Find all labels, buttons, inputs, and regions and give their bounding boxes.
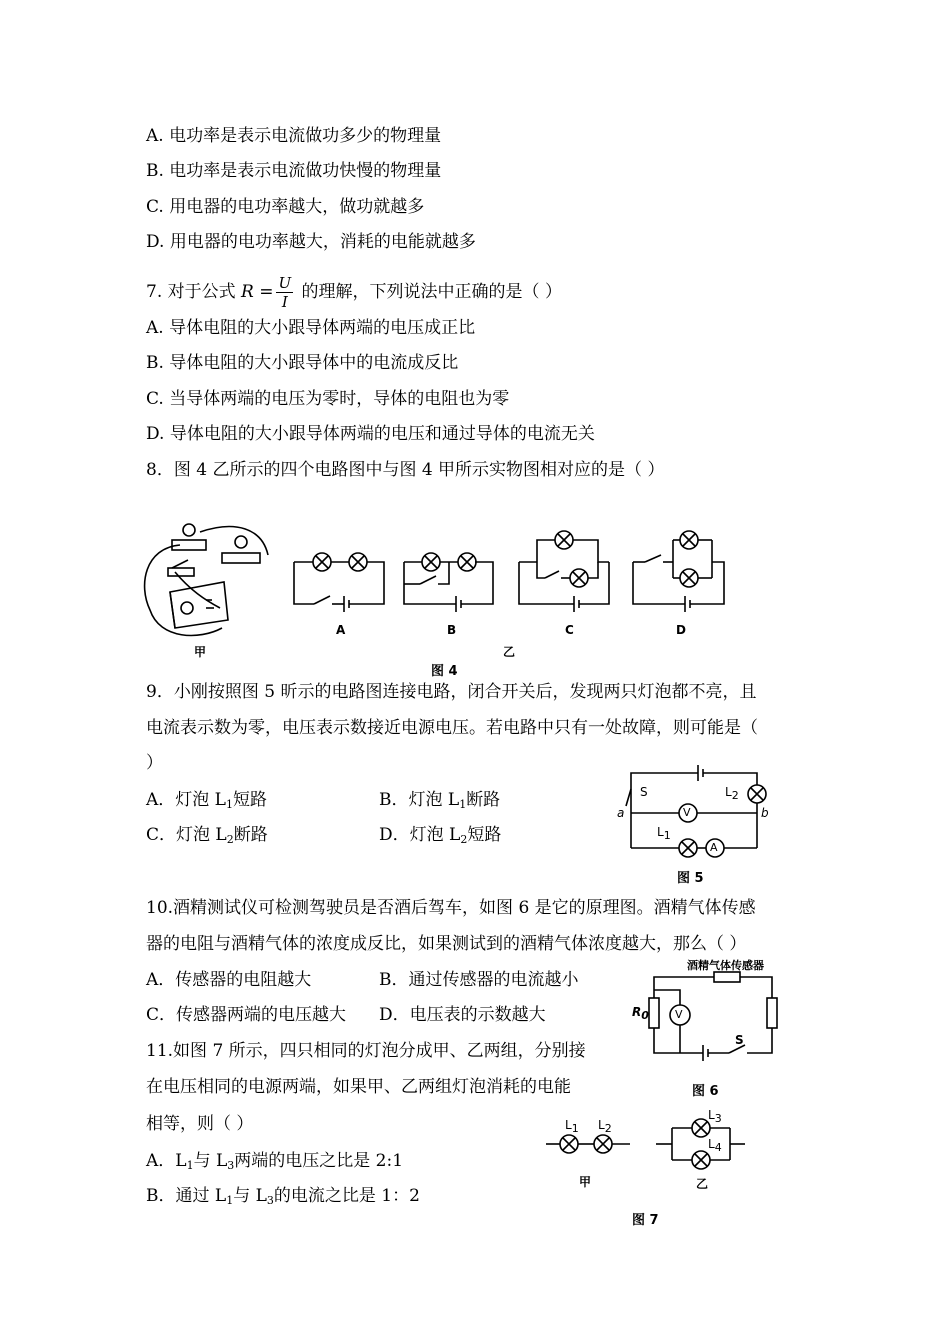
q7-suffix: 的理解，下列说法中正确的是（ ） (296, 282, 562, 302)
q11-option-b-p2: 与 L (233, 1186, 267, 1206)
q9-option-a-sub: 1 (225, 798, 233, 811)
figure-5-ammeter-label: A (710, 841, 718, 854)
q7-option-d: D. 导体电阻的大小跟导体两端的电压和通过导体的电流无关 (146, 424, 595, 444)
figure-6-r0-sub: 0 (641, 1009, 649, 1022)
q6-option-c: C. 用电器的电功率越大，做功就越多 (146, 197, 425, 217)
q6-option-b: B. 电功率是表示电流做功快慢的物理量 (146, 161, 442, 181)
figure-6-caption: 图 6 (692, 1084, 719, 1099)
q9-line-1: 9．小刚按照图 5 昕示的电路图连接电路，闭合开关后，发现两只灯泡都不亮，且 (146, 682, 757, 702)
q7-formula-denominator: I (281, 293, 288, 311)
figure-5-voltmeter-label: V (683, 806, 691, 819)
figure-5-caption: 图 5 (677, 871, 704, 886)
figure-4-label-yi: 乙 (503, 645, 516, 659)
q9-option-b-post: 断路 (466, 790, 501, 810)
q11-option-b-s1: 1 (226, 1194, 234, 1207)
figure-4-label-a: A (336, 623, 346, 637)
q9-option-d-pre: D．灯泡 L (379, 825, 461, 845)
figure-5-node-b: b (761, 806, 769, 820)
figure-5-node-a: a (617, 806, 625, 820)
q9-option-a-pre: A．灯泡 L (146, 790, 226, 810)
q7-prefix: 7. 对于公式 (146, 282, 242, 302)
q6-option-d: D. 用电器的电功率越大，消耗的电能就越多 (146, 232, 476, 252)
figure-7-caption: 图 7 (632, 1213, 659, 1228)
q11-option-a-s1: 1 (186, 1159, 194, 1172)
q6-option-a: A. 电功率是表示电流做功多少的物理量 (146, 126, 442, 146)
q11-option-b-s2: 3 (266, 1194, 274, 1207)
figure-4-label-d: D (676, 623, 686, 637)
figure-7-l1-sub: 1 (571, 1122, 579, 1135)
figure-5-l1-sub: 1 (663, 829, 671, 842)
figure-4-label-c: C (565, 623, 574, 637)
q11-option-a-p1: A．L (146, 1151, 187, 1171)
figure-4-label-b: B (447, 623, 457, 637)
q10-option-a: A．传感器的电阻越大 (146, 970, 312, 990)
q11-option-a-p3: 两端的电压之比是 2:1 (234, 1151, 404, 1171)
q9-line-3: ） (146, 753, 163, 773)
q9-line-2: 电流表示数为零，电压表示数接近电源电压。若电路中只有一处故障，则可能是（ (146, 718, 758, 738)
figure-7-l2-text: L (598, 1118, 605, 1132)
q10-line-1: 10.酒精测试仪可检测驾驶员是否酒后驾车，如图 6 是它的原理图。酒精气体传感 (146, 898, 756, 918)
figure-5-l1-text: L (657, 825, 664, 839)
q7-option-c: C. 当导体两端的电压为零时，导体的电阻也为零 (146, 389, 510, 409)
figure-4-label-jia: 甲 (194, 645, 207, 659)
figure-6-sensor-label: 酒精气体传感器 (687, 959, 764, 972)
q9-option-a-post: 短路 (232, 790, 267, 810)
q9-option-b-pre: B．灯泡 L (379, 790, 460, 810)
figure-5-switch-label: S (640, 785, 648, 799)
figure-6-switch-label: S (735, 1033, 744, 1047)
figure-7-l4-text: L (708, 1137, 715, 1151)
figure-7-l4-label (708, 1137, 722, 1154)
q9-option-c-pre: C．灯泡 L (146, 825, 227, 845)
figure-7-l1-text: L (565, 1118, 572, 1132)
q7-option-a: A. 导体电阻的大小跟导体两端的电压成正比 (146, 318, 476, 338)
figure-4-caption: 图 4 (431, 664, 458, 679)
q11-option-a-p2: 与 L (193, 1151, 228, 1171)
figure-7-l3-sub: 3 (714, 1112, 722, 1125)
q11-line-1: 11.如图 7 所示，四只相同的灯泡分成甲、乙两组，分别接 (146, 1041, 586, 1061)
q7-option-b: B. 导体电阻的大小跟导体中的电流成反比 (146, 353, 459, 373)
q9-option-c-post: 断路 (233, 825, 268, 845)
q7-formula-numerator: U (278, 274, 292, 292)
figure-5-l2-text: L (725, 785, 732, 799)
figure-6-voltmeter-label: V (675, 1008, 683, 1021)
q7-formula-r: R = (241, 282, 274, 302)
q11-option-b-p1: B．通过 L (146, 1186, 227, 1206)
q10-option-c: C．传感器两端的电压越大 (146, 1005, 347, 1025)
q10-option-b: B．通过传感器的电流越小 (379, 970, 579, 990)
figure-7-label-jia: 甲 (579, 1175, 592, 1189)
q9-option-d-sub: 2 (460, 833, 468, 846)
figure-7-l1-label (565, 1118, 579, 1135)
q10-option-d: D．电压表的示数越大 (379, 1005, 546, 1025)
figure-7-l4-sub: 4 (714, 1141, 722, 1154)
q11-line-2: 在电压相同的电源两端，如果甲、乙两组灯泡消耗的电能 (146, 1077, 571, 1097)
figure-5-l2-sub: 2 (731, 789, 739, 802)
q9-option-c-sub: 2 (226, 833, 234, 846)
q8-stem: 8．图 4 乙所示的四个电路图中与图 4 甲所示实物图相对应的是（ ） (146, 460, 665, 480)
q11-option-a-s2: 3 (227, 1159, 235, 1172)
figure-6-r0-text: R (632, 1005, 642, 1019)
figure-7-l3-text: L (708, 1108, 715, 1122)
figure-7-label-yi: 乙 (696, 1177, 709, 1191)
figure-7-l3-label (708, 1108, 722, 1125)
q11-option-b-p3: 的电流之比是 1：2 (273, 1186, 420, 1206)
q10-line-2: 器的电阻与酒精气体的浓度成反比，如果测试到的酒精气体浓度越大，那么（ ） (146, 934, 747, 954)
q9-option-b-sub: 1 (459, 798, 467, 811)
figure-7-l2-label (598, 1118, 612, 1135)
q9-option-d-post: 短路 (467, 825, 502, 845)
q11-line-3: 相等，则（ ） (146, 1114, 254, 1134)
figure-7-l2-sub: 2 (604, 1122, 612, 1135)
